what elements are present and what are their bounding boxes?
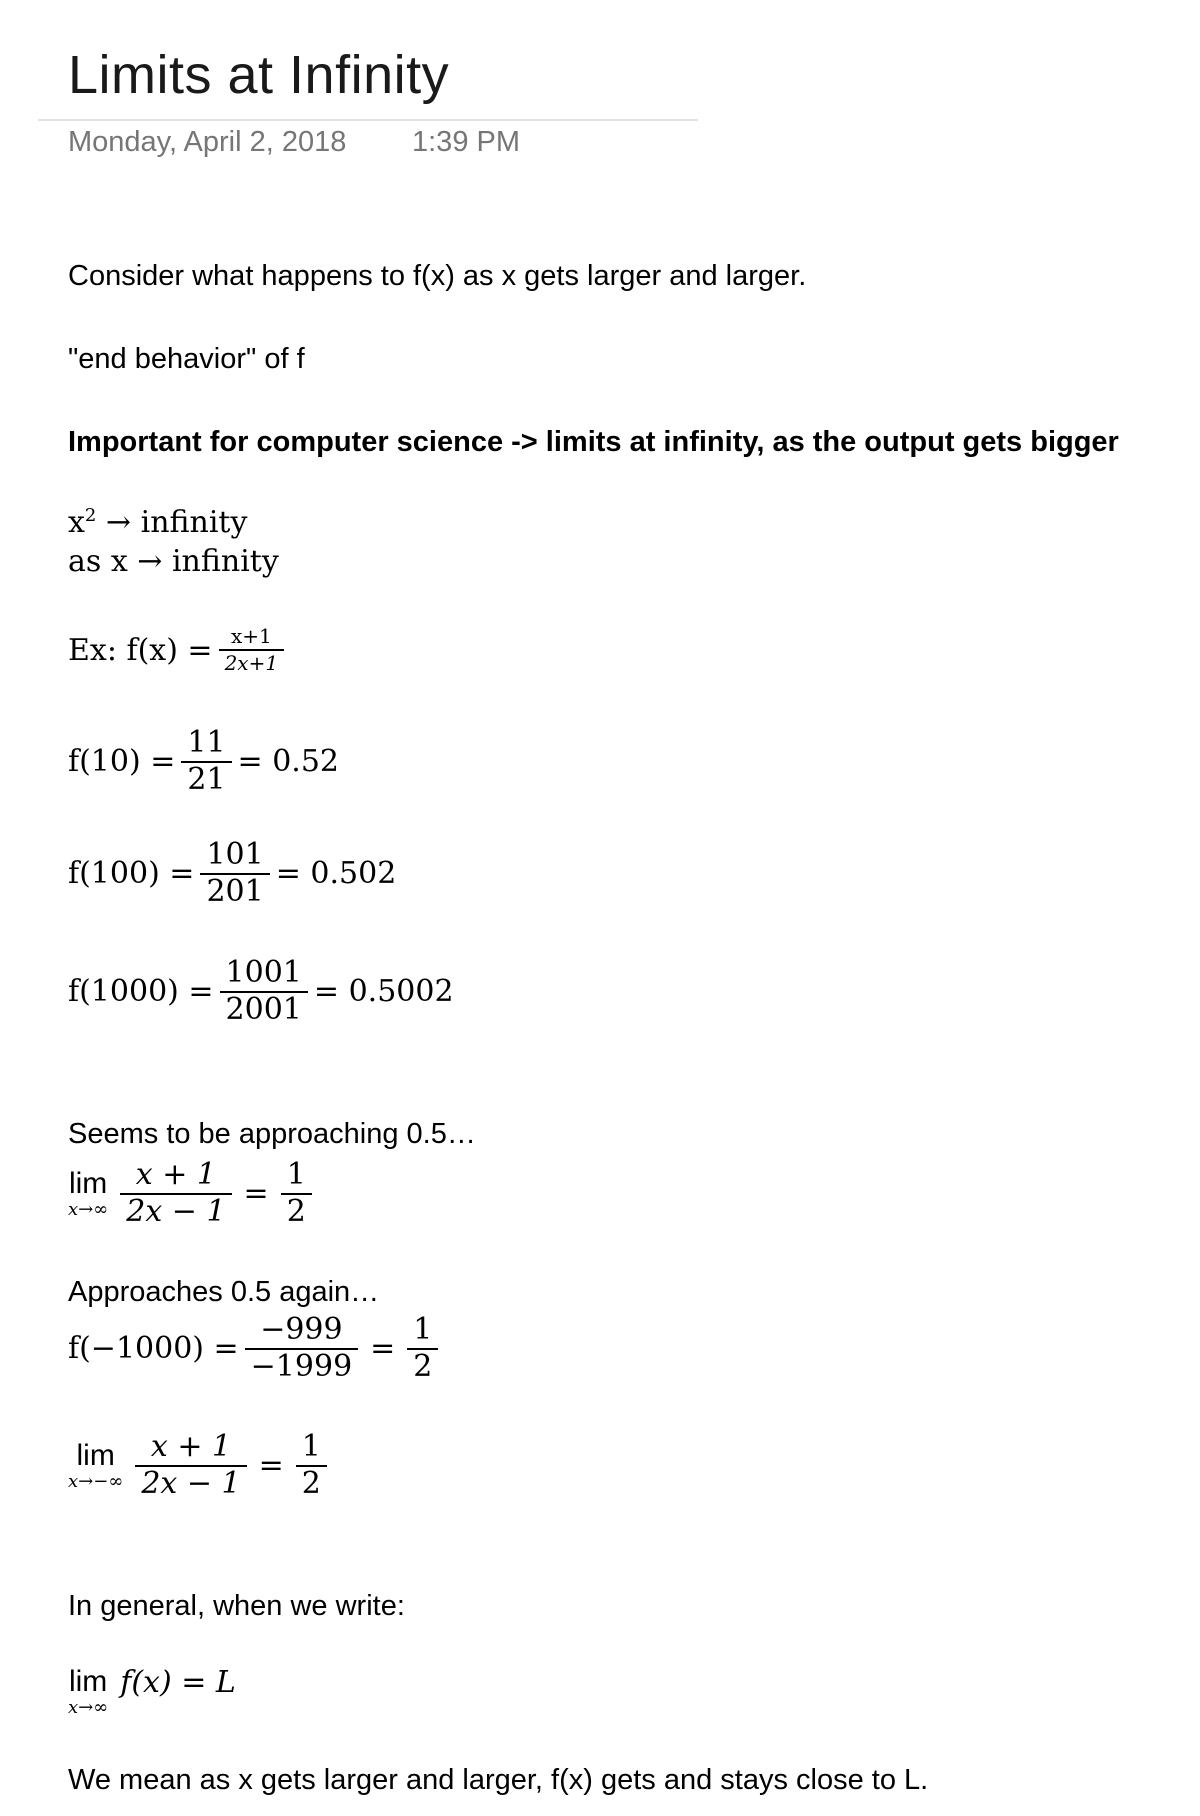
- paragraph-in-general: In general, when we write:: [68, 1590, 405, 1622]
- limit3-operator: [68, 1665, 108, 1718]
- f100-numerator: 101: [206, 837, 264, 872]
- limit-result-fraction: [281, 1158, 312, 1229]
- fneg-equals: =: [370, 1331, 396, 1366]
- fneg-numerator: −999: [260, 1312, 343, 1347]
- f1000-denominator: 2001: [220, 991, 308, 1028]
- limit2-equals: =: [258, 1448, 284, 1483]
- x-squared-base: x: [68, 505, 85, 540]
- f1000-equation: [68, 956, 454, 1027]
- f-negative-1000-equation: [68, 1313, 444, 1384]
- paragraph-end-behavior: "end behavior" of f: [68, 343, 305, 375]
- example-fraction: [219, 624, 285, 676]
- paragraph-meaning: We mean as x gets larger and larger, f(x) gets and stays close to L.: [68, 1764, 929, 1796]
- limit-word: lim: [68, 1167, 108, 1201]
- limit3-subscript: x→∞: [68, 1697, 109, 1718]
- paragraph-seems: Seems to be approaching 0.5…: [68, 1118, 476, 1150]
- f10-rhs: = 0.52: [237, 744, 340, 779]
- limit-result-numerator: 1: [286, 1157, 306, 1192]
- limit3-expression: f(x) = L: [120, 1665, 236, 1700]
- page-time: 1:39 PM: [412, 126, 520, 158]
- limit-operator: [68, 1167, 108, 1220]
- page-title[interactable]: Limits at Infinity: [68, 45, 450, 105]
- limit-positive-infinity: [68, 1158, 318, 1229]
- f10-numerator: 11: [187, 725, 226, 760]
- x-squared-exponent: 2: [84, 505, 97, 526]
- example-prefix: Ex: f(x) =: [68, 632, 213, 668]
- f100-lhs: f(100) =: [68, 856, 195, 891]
- fneg-lhs: f(−1000) =: [68, 1331, 239, 1366]
- as-x-infinity-line: as x → infinity: [68, 544, 279, 579]
- fneg-denominator: −1999: [245, 1348, 358, 1385]
- limit-denominator: 2x − 1: [120, 1193, 231, 1230]
- x-squared-rest: → infinity: [105, 505, 248, 540]
- f100-rhs: = 0.502: [275, 856, 397, 891]
- example-numerator: x+1: [230, 624, 272, 648]
- limit2-fraction: [135, 1430, 246, 1501]
- limit2-operator: [68, 1439, 123, 1492]
- f10-denominator: 21: [181, 761, 231, 798]
- f100-denominator: 201: [200, 873, 269, 910]
- f100-fraction: [200, 838, 269, 909]
- fneg-fraction: [245, 1313, 358, 1384]
- limit-result-denominator: 2: [281, 1193, 312, 1230]
- limit2-numerator: x + 1: [150, 1429, 232, 1464]
- limit-definition: [68, 1665, 236, 1718]
- fneg-result-denominator: 2: [407, 1348, 438, 1385]
- fneg-result-numerator: 1: [413, 1312, 433, 1347]
- example-function: [68, 624, 290, 676]
- paragraph-important: Important for computer science -> limits at infinity, as the output gets bigger: [68, 426, 1119, 458]
- f10-fraction: [181, 726, 231, 797]
- limit-negative-infinity: [68, 1430, 333, 1501]
- limit-numerator: x + 1: [135, 1157, 216, 1192]
- limit3-word: lim: [68, 1665, 108, 1698]
- page-date: Monday, April 2, 2018: [68, 126, 347, 158]
- limit2-denominator: 2x − 1: [135, 1465, 246, 1502]
- limit2-result-fraction: [296, 1430, 327, 1501]
- limit2-result-numerator: 1: [301, 1429, 321, 1464]
- f1000-fraction: [220, 956, 308, 1027]
- f1000-numerator: 1001: [225, 955, 302, 990]
- paragraph-approaches-again: Approaches 0.5 again…: [68, 1276, 380, 1308]
- example-denominator: 2x+1: [219, 649, 285, 676]
- limit2-result-denominator: 2: [296, 1465, 327, 1502]
- f100-equation: [68, 838, 396, 909]
- f1000-lhs: f(1000) =: [68, 974, 214, 1009]
- limit-fraction: [120, 1158, 231, 1229]
- f1000-rhs: = 0.5002: [313, 974, 454, 1009]
- title-divider: [38, 119, 698, 121]
- limit-subscript: x→∞: [68, 1199, 109, 1221]
- limit2-subscript: x→−∞: [68, 1471, 124, 1493]
- f10-lhs: f(10) =: [68, 744, 176, 779]
- paragraph-consider: Consider what happens to f(x) as x gets larger and larger.: [68, 260, 807, 292]
- f10-equation: [68, 726, 339, 797]
- fneg-result-fraction: [407, 1313, 438, 1384]
- limit-equals: =: [243, 1176, 269, 1211]
- x-squared-line: [68, 505, 247, 540]
- limit2-word: lim: [76, 1439, 115, 1473]
